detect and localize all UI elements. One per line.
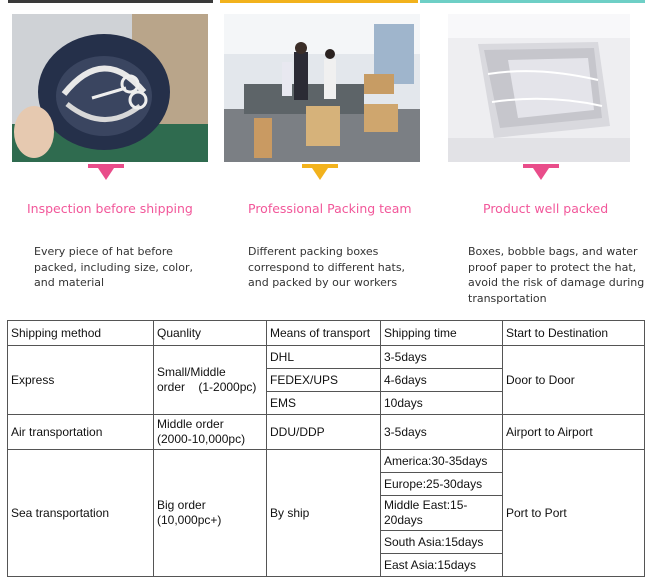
well-packed-photo (448, 14, 630, 162)
packing-pointer-icon (312, 168, 328, 180)
header-shipping-time: Shipping time (381, 321, 503, 346)
header-start-to-destination: Start to Destination (503, 321, 645, 346)
quantity-line: (10,000pc+) (157, 513, 222, 527)
header-shipping-method: Shipping method (8, 321, 154, 346)
air-quantity-cell (154, 415, 267, 450)
time-cell: America:30-35days (381, 450, 503, 473)
time-cell: 10days (381, 392, 503, 415)
packed-pointer-icon (533, 168, 549, 180)
accent-bar-packed (420, 0, 645, 3)
table-row (8, 346, 645, 369)
air-method-cell: Air transportation (8, 415, 154, 450)
means-cell: EMS (267, 392, 381, 415)
time-cell: 3-5days (381, 346, 503, 369)
header-quantity: Quanlity (154, 321, 267, 346)
express-quantity-cell (154, 346, 267, 415)
description-line: correspond to different hats, (248, 260, 406, 274)
sea-quantity-cell (154, 450, 267, 577)
sea-means-cell: By ship (267, 450, 381, 577)
packed-description (468, 244, 644, 306)
accent-bar-packing (220, 0, 418, 3)
means-cell: FEDEX/UPS (267, 369, 381, 392)
packed-caption: Product well packed (483, 201, 609, 216)
description-line: Every piece of hat before (34, 245, 173, 258)
quantity-line: Middle order (157, 417, 224, 431)
express-method-cell: Express (8, 346, 154, 415)
time-cell: Europe:25-30days (381, 473, 503, 496)
packing-caption: Professional Packing team (248, 201, 412, 216)
table-header-row (8, 321, 645, 346)
express-destination-cell: Door to Door (503, 346, 645, 415)
header-means-of-transport: Means of transport (267, 321, 381, 346)
packing-description (248, 244, 405, 291)
table-row (8, 415, 645, 450)
sea-destination-cell: Port to Port (503, 450, 645, 577)
packing-team-photo (224, 14, 420, 162)
time-cell: 4-6days (381, 369, 503, 392)
time-cell: Middle East:15-20days (381, 496, 503, 531)
description-line: proof paper to protect the hat, (468, 260, 637, 274)
description-line: avoid the risk of damage during (468, 276, 645, 289)
description-line: Boxes, bobble bags, and water (468, 245, 638, 258)
table-row (8, 450, 645, 473)
quantity-line: Small/Middle (157, 365, 226, 379)
quantity-line: (2000-10,000pc) (157, 432, 246, 446)
inspection-pointer-icon (98, 168, 114, 180)
means-cell: DHL (267, 346, 381, 369)
time-cell: East Asia:15days (381, 554, 503, 577)
sea-method-cell: Sea transportation (8, 450, 154, 577)
inspection-description (34, 244, 193, 291)
description-line: and material (34, 276, 105, 289)
description-line: Different packing boxes (248, 245, 379, 258)
accent-bar-inspection (8, 0, 213, 3)
quantity-line: Big order (157, 498, 206, 512)
shipping-table (7, 320, 645, 577)
description-line: packed, including size, color, (34, 260, 193, 274)
description-line: and packed by our workers (248, 276, 398, 289)
air-destination-cell: Airport to Airport (503, 415, 645, 450)
air-means-cell: DDU/DDP (267, 415, 381, 450)
quantity-line: order (1-2000pc) (157, 380, 257, 394)
description-line: transportation (468, 291, 547, 305)
inspection-caption: Inspection before shipping (27, 201, 193, 216)
air-time-cell: 3-5days (381, 415, 503, 450)
time-cell: South Asia:15days (381, 531, 503, 554)
inspection-photo (12, 14, 208, 162)
